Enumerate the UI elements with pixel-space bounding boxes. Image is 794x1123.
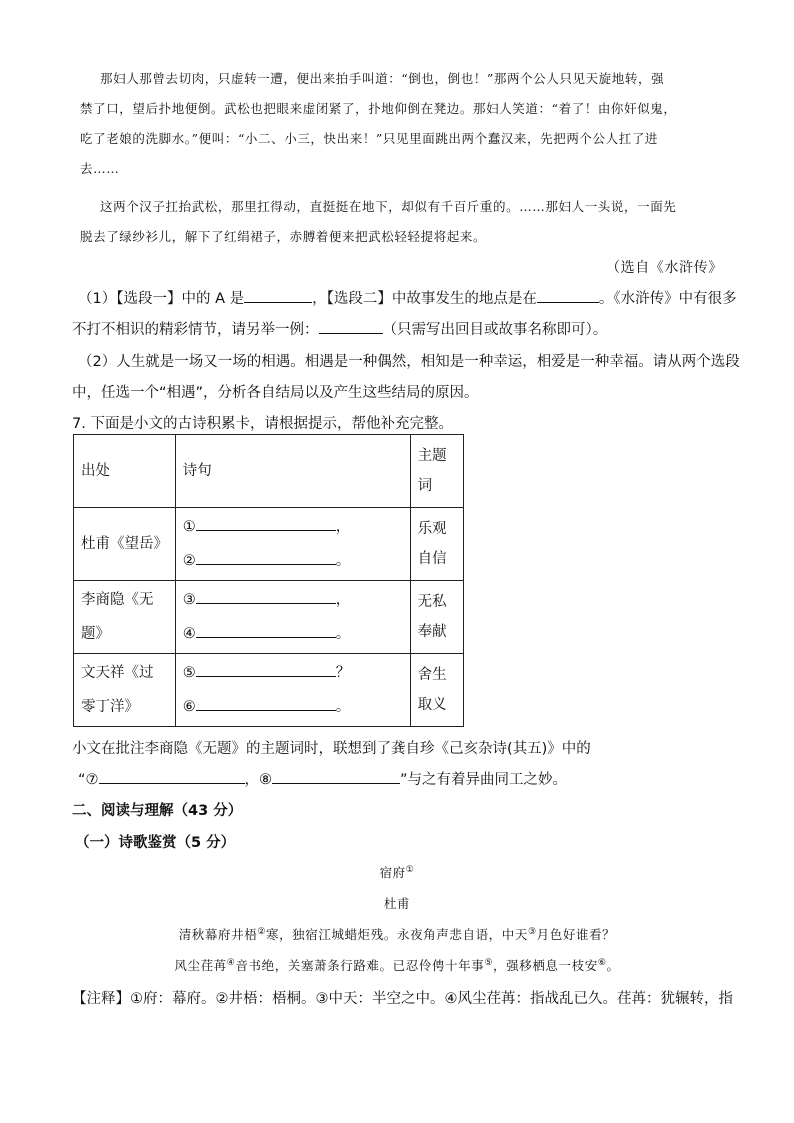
poem-text: 月色好谁看？ (536, 927, 616, 942)
blank-number: ② (182, 553, 196, 569)
blank-number: ⑥ (182, 699, 196, 715)
answer-blank-6[interactable] (196, 695, 336, 711)
poem-text: 清秋幕府井梧 (178, 927, 258, 942)
passage-line-5: 这两个汉子扛抬武松，那里扛得动，直挺挺在地下，却似有千百斤重的。……那妇人一头说，一面先 (100, 199, 677, 214)
passage-line-4: 去…… (80, 161, 120, 176)
row-verses (175, 581, 410, 654)
table-row (74, 508, 464, 581)
row-source: 李商隐《无题》 (74, 581, 176, 654)
q6-p1-text-c: 。《水浒传》中有很多 (598, 291, 737, 307)
poem-card-table (73, 434, 464, 727)
punct: 。 (335, 699, 351, 715)
answer-blank-5[interactable] (196, 661, 336, 677)
punct: 。 (335, 553, 351, 569)
q6-part2-line2: 中，任选一个“相遇”，分析各自结局以及产生这些结局的原因。 (72, 385, 479, 401)
row-verses (175, 508, 410, 581)
poem-title (0, 863, 794, 881)
q6-p1-text-b: ，【选段二】中故事发生的地点是在 (312, 291, 537, 307)
answer-blank-1[interactable] (196, 515, 336, 531)
poem-line-1 (0, 925, 794, 943)
blank-number: ③ (182, 592, 196, 608)
header-theme: 主题词 (410, 435, 463, 508)
note-ref: ① (405, 864, 415, 875)
header-verse: 诗句 (175, 435, 410, 508)
q6-part2-line1: （2）人生就是一场又一场的相遇。相遇是一种偶然，相知是一种幸运，相爱是一种幸福。请从两个选段 (78, 354, 740, 370)
note-ref: ③ (528, 926, 537, 937)
table-header-row (74, 435, 464, 508)
blank-number: ⑤ (182, 665, 196, 681)
poem-text: 寒，独宿江城蜡炬残。永夜角声悲自语，中天 (265, 927, 528, 942)
passage-line-1: 那妇人那曾去切肉，只虚转一遭，便出来拍手叫道：“倒也，倒也！”那两个公人只见天旋地转，强 (100, 71, 665, 86)
poem-text: ，强移栖息一枝安 (493, 958, 598, 973)
q6-p1-text-d: 不打不相识的精彩情节，请另举一例： (72, 322, 319, 338)
punct: ？ (335, 665, 351, 681)
row-theme: 无私奉献 (410, 581, 463, 654)
annotations: 【注释】①府：幕府。②井梧：梧桐。③中天：半空之中。④风尘荏苒：指战乱已久。荏苒：犹辗转，指 (72, 991, 733, 1007)
answer-blank-2[interactable] (196, 549, 336, 565)
note-ref: ⑤ (484, 957, 494, 968)
passage-source: （选自《水浒传》 (606, 260, 723, 276)
poem-author: 杜甫 (383, 896, 411, 911)
poem-text: 。 (606, 958, 620, 973)
subsection-title: （一）诗歌鉴赏（5 分） (75, 835, 236, 851)
q6-part1-line1 (78, 287, 737, 308)
blank-number: ④ (182, 626, 196, 642)
poem-text: 风尘荏苒 (174, 958, 227, 973)
answer-blank-example[interactable] (319, 318, 383, 334)
answer-blank-7[interactable] (99, 768, 245, 784)
answer-blank-4[interactable] (196, 622, 336, 638)
table-row (74, 654, 464, 727)
row-source: 杜甫《望岳》 (74, 508, 176, 581)
note-ref: ② (257, 926, 266, 937)
answer-blank-a[interactable] (244, 287, 312, 303)
poem-title-text: 宿府 (379, 865, 406, 880)
note-ref: ④ (226, 957, 236, 968)
q7-after-line1: 小文在批注李商隐《无题》的主题词时，联想到了龚自珍《己亥杂诗(其五)》中的 (72, 741, 591, 757)
q6-p1-text-e: （只需写出回目或故事名称即可）。 (382, 322, 608, 338)
q7-intro: 7. 下面是小文的古诗积累卡，请根据提示，帮他补充完整。 (72, 416, 453, 432)
punct: ， (335, 519, 351, 535)
punct: 。 (335, 626, 351, 642)
poem-line-2 (0, 956, 794, 974)
q6-part1-line2 (72, 318, 607, 339)
row-theme: 乐观自信 (410, 508, 463, 581)
answer-blank-8[interactable] (272, 768, 400, 784)
punct: ， (335, 592, 351, 608)
passage-line-6: 脱去了绿纱衫儿，解下了红绢裙子，赤膊着便来把武松轻轻提将起来。 (80, 229, 487, 244)
q7-after-line2 (78, 768, 567, 789)
q6-p1-text-a: （1）【选段一】中的 A 是 (78, 291, 245, 307)
note-ref: ⑥ (597, 957, 607, 968)
answer-blank-3[interactable] (196, 588, 336, 604)
passage-line-3: 吃了老娘的洗脚水。”便叫：“小二、小三，快出来！”只见里面跳出两个蠢汉来，先把两个公人扛了进 (80, 131, 659, 146)
header-source: 出处 (74, 435, 176, 508)
blank-number: ① (182, 519, 196, 535)
quote-open: “⑦ (78, 772, 99, 788)
passage-line-2: 禁了口，望后扑地便倒。武松也把眼来虚闭紧了，扑地仰倒在凳边。那妇人笑道：“着了！由你奸似鬼， (80, 101, 677, 116)
comma-8: ，⑧ (244, 772, 273, 788)
section-title: 二、阅读与理解（43 分） (72, 803, 243, 819)
row-theme: 舍生取义 (410, 654, 463, 727)
poem-text: 音书绝，关塞萧条行路难。已忍伶俜十年事 (235, 958, 485, 973)
row-verses (175, 654, 410, 727)
row-source: 文天祥《过零丁洋》 (74, 654, 176, 727)
quote-close: ”与之有着异曲同工之妙。 (400, 772, 568, 788)
answer-blank-location[interactable] (537, 287, 599, 303)
table-row (74, 581, 464, 654)
